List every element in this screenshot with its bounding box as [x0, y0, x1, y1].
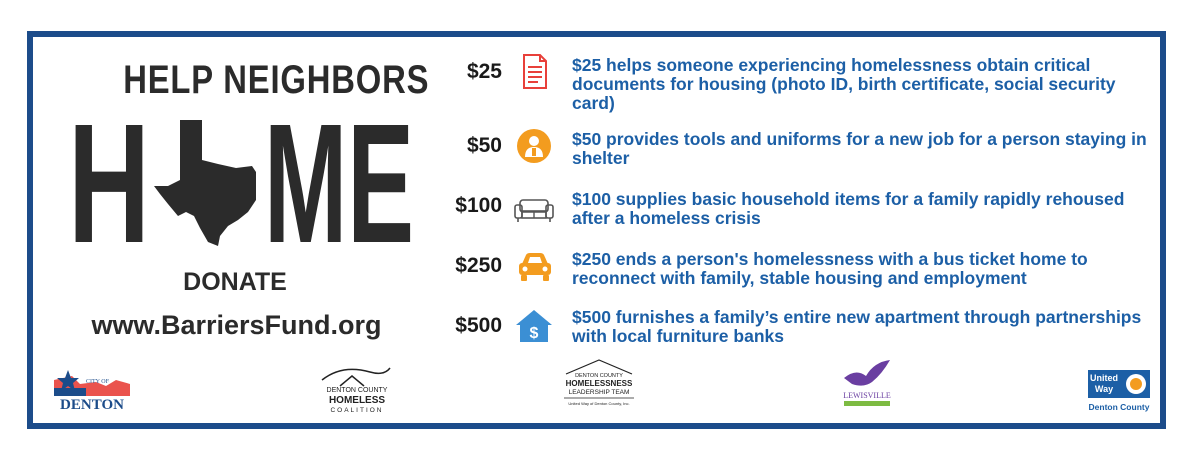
tier-amount: $250 — [455, 254, 502, 277]
couch-icon — [512, 190, 556, 226]
svg-text:$: $ — [529, 325, 539, 342]
tier-description: $50 provides tools and uniforms for a new job for a person staying in shelter — [572, 129, 1147, 168]
document-icon — [512, 54, 556, 90]
tier-description: $250 ends a person's homelessness with a bus ticket home to reconnect with family, stable housing and employment — [572, 249, 1088, 288]
united-way-logo — [1084, 368, 1154, 416]
worker-icon — [512, 128, 556, 164]
leadership-team-logo — [560, 358, 638, 410]
svg-text:COALITION: COALITION — [330, 407, 384, 414]
homeless-coalition-logo — [312, 362, 402, 416]
svg-text:DENTON COUNTY: DENTON COUNTY — [326, 387, 388, 394]
svg-text:DENTON COUNTY: DENTON COUNTY — [575, 373, 623, 379]
svg-text:Denton County: Denton County — [1088, 402, 1150, 412]
partner-logos — [0, 352, 1200, 422]
svg-text:United: United — [1090, 373, 1118, 383]
tier-description: $500 furnishes a family’s entire new apartment through partnerships with local furniture banks — [572, 307, 1142, 346]
lewisville-logo — [838, 358, 896, 410]
denton-city-logo — [46, 366, 134, 412]
tier-amount: $500 — [455, 314, 502, 337]
svg-text:LEWISVILLE: LEWISVILLE — [843, 391, 891, 400]
home-letter-h: H — [68, 108, 150, 248]
donate-url[interactable]: www.BarriersFund.org — [91, 310, 382, 340]
svg-text:CITY OF: CITY OF — [86, 379, 109, 385]
home-wordmark — [68, 108, 422, 248]
donate-label: DONATE — [183, 268, 287, 296]
tier-description: $25 helps someone experiencing homelessness obtain critical documents for housing (photo ID, birth certificate, social security card) — [572, 55, 1116, 113]
house-dollar-icon — [512, 308, 556, 344]
svg-text:HOMELESS: HOMELESS — [328, 395, 386, 406]
svg-text:DENTON: DENTON — [60, 397, 124, 412]
svg-text:Way: Way — [1094, 384, 1114, 394]
svg-text:LEADERSHIP TEAM: LEADERSHIP TEAM — [568, 389, 630, 396]
home-letters-me: ME — [264, 108, 414, 248]
headline: HELP NEIGHBORS — [123, 58, 430, 102]
svg-text:HOMELESSNESS: HOMELESSNESS — [565, 379, 633, 388]
tier-amount: $25 — [466, 60, 502, 83]
car-icon — [512, 249, 556, 285]
tier-description: $100 supplies basic household items for a family rapidly rehoused after a homeless crisis — [572, 189, 1125, 228]
tier-amount: $100 — [455, 194, 502, 217]
tier-amount: $50 — [466, 134, 502, 157]
texas-silhouette-icon — [154, 120, 256, 246]
svg-text:United Way of Denton County, I: United Way of Denton County, Inc. — [568, 401, 630, 406]
